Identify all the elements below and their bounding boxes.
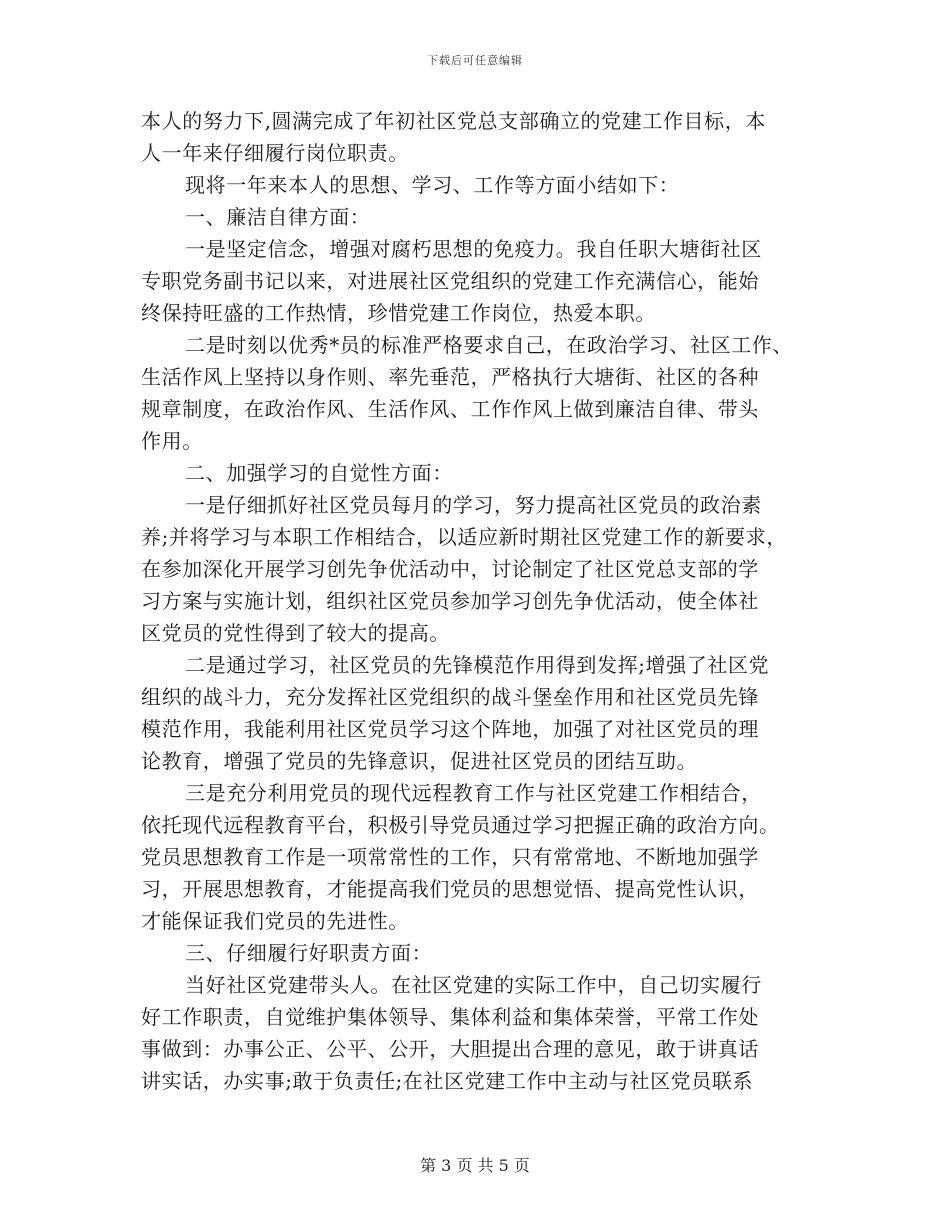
- text-line: 才能保证我们党员的先进性。: [141, 909, 409, 933]
- text-line: 三是充分利用党员的现代远程教育工作与社区党建工作相结合，: [185, 781, 762, 805]
- text-line: 一是坚定信念，增强对腐朽思想的免疫力。我自任职大塘街社区: [185, 237, 762, 261]
- text-line: 组织的战斗力，充分发挥社区党组织的战斗堡垒作用和社区党员先锋: [141, 685, 759, 709]
- text-line: 当好社区党建带头人。在社区党建的实际工作中，自己切实履行: [185, 973, 762, 997]
- text-line: 养;并将学习与本职工作相结合，以适应新时期社区党建工作的新要求，: [141, 525, 787, 549]
- text-line: 一、廉洁自律方面：: [185, 205, 371, 229]
- text-line: 模范作用，我能利用社区党员学习这个阵地，加强了对社区党员的理: [141, 717, 759, 741]
- text-line: 二是通过学习，社区党员的先锋模范作用得到发挥;增强了社区党: [185, 653, 770, 677]
- text-line: 现将一年来本人的思想、学习、工作等方面小结如下：: [185, 173, 680, 197]
- page-header: 下载后可任意编辑: [427, 54, 523, 67]
- text-line: 习，开展思想教育，才能提高我们党员的思想觉悟、提高党性认识，: [141, 877, 759, 901]
- text-line: 依托现代远程教育平台，积极引导党员通过学习把握正确的政治方向。: [141, 813, 780, 837]
- text-line: 好工作职责，自觉维护集体领导、集体利益和集体荣誉，平常工作处: [141, 1005, 759, 1029]
- text-line: 区党员的党性得到了较大的提高。: [141, 621, 450, 645]
- text-line: 本人的努力下,圆满完成了年初社区党总支部确立的党建工作目标，本: [141, 109, 766, 133]
- document-body: [141, 105, 831, 1097]
- text-line: 一是仔细抓好社区党员每月的学习，努力提高社区党员的政治素: [185, 493, 762, 517]
- page-footer: 第 3 页 共 5 页: [420, 1156, 530, 1175]
- text-line: 终保持旺盛的工作热情，珍惜党建工作岗位，热爱本职。: [141, 301, 656, 325]
- text-line: 论教育，增强了党员的先锋意识，促进社区党员的团结互助。: [141, 749, 698, 773]
- text-line: 规章制度，在政治作风、生活作风、工作作风上做到廉洁自律、带头: [141, 397, 759, 421]
- text-line: 专职党务副书记以来，对进展社区党组织的党建工作充满信心，能始: [141, 269, 759, 293]
- text-line: 二、加强学习的自觉性方面：: [185, 461, 453, 485]
- text-line: 习方案与实施计划，组织社区党员参加学习创先争优活动，使全体社: [141, 589, 759, 613]
- text-line: 党员思想教育工作是一项常常性的工作，只有常常地、不断地加强学: [141, 845, 759, 869]
- text-line: 讲实话，办实事;敢于负责任;在社区党建工作中主动与社区党员联系: [141, 1069, 754, 1093]
- text-line: 作用。: [141, 429, 203, 453]
- text-line: 二是时刻以优秀*员的标准严格要求自己，在政治学习、社区工作、: [185, 333, 793, 357]
- text-line: 人一年来仔细履行岗位职责。: [141, 141, 409, 165]
- text-line: 事做到：办事公正、公平、公开，大胆提出合理的意见，敢于讲真话: [141, 1037, 759, 1061]
- text-line: 三、仔细履行好职责方面：: [185, 941, 433, 965]
- text-line: 生活作风上坚持以身作则、率先垂范，严格执行大塘街、社区的各种: [141, 365, 759, 389]
- text-line: 在参加深化开展学习创先争优活动中，讨论制定了社区党总支部的学: [141, 557, 759, 581]
